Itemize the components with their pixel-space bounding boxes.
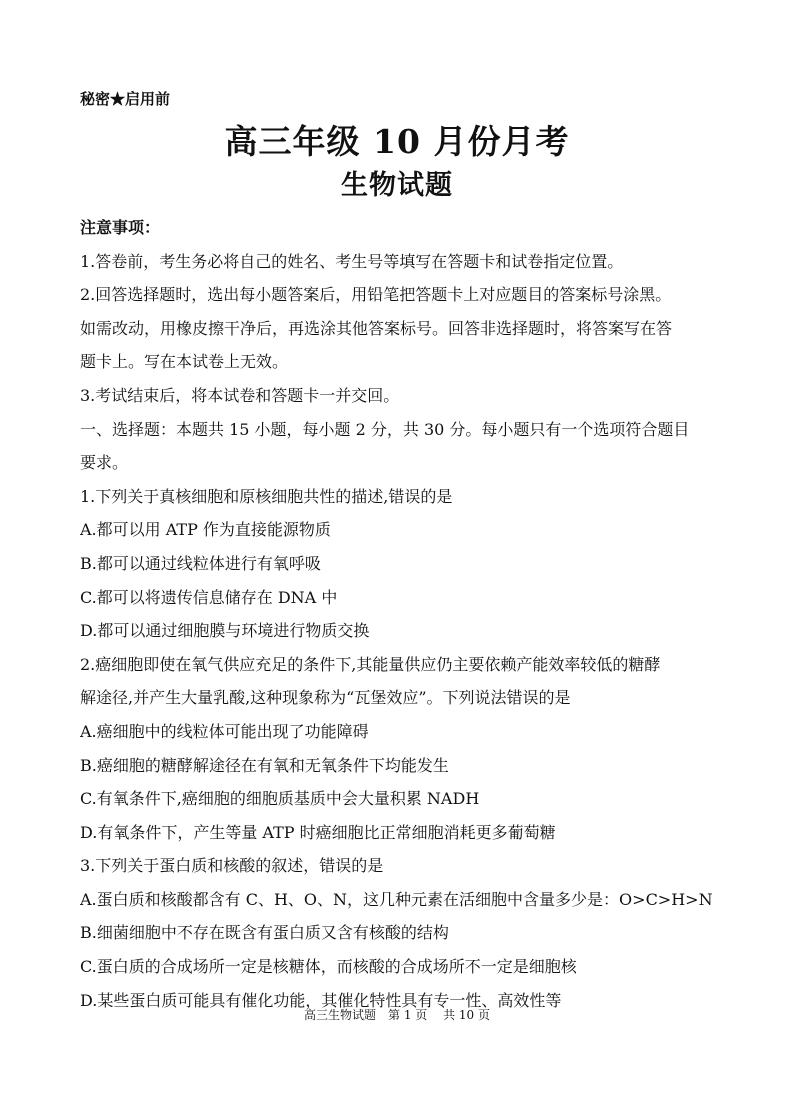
option-line: D.某些蛋白质可能具有催化功能，其催化特性具有专一性、高效性等 bbox=[80, 990, 562, 1010]
section-heading: 一、选择题：本题共 15 小题，每小题 2 分，共 30 分。每小题只有一个选项符合题目 bbox=[80, 419, 690, 439]
page-footer: 高三生物试题 第 1 页 共 10 页 bbox=[304, 1008, 490, 1022]
option-line: D.都可以通过细胞膜与环境进行物质交换 bbox=[80, 621, 370, 641]
question-stem: 3.下列关于蛋白质和核酸的叙述，错误的是 bbox=[80, 856, 384, 876]
option-line: C.蛋白质的合成场所一定是核糖体，而核酸的合成场所不一定是细胞核 bbox=[80, 957, 577, 977]
option-line: B.癌细胞的糖酵解途径在有氧和无氧条件下均能发生 bbox=[80, 755, 449, 775]
option-line: A.癌细胞中的线粒体可能出现了功能障碍 bbox=[80, 721, 369, 741]
notice-line: 如需改动，用橡皮擦干净后，再选涂其他答案标号。回答非选择题时，将答案写在答 bbox=[80, 318, 673, 338]
question-stem: 2.癌细胞即使在氧气供应充足的条件下,其能量供应仍主要依赖产能效率较低的糖酵 bbox=[80, 654, 661, 674]
option-line: C.都可以将遗传信息储存在 DNA 中 bbox=[80, 587, 338, 607]
exam-subtitle: 生物试题 bbox=[341, 170, 453, 201]
option-line: A.都可以用 ATP 作为直接能源物质 bbox=[80, 520, 331, 540]
notice-line: 题卡上。写在本试卷上无效。 bbox=[80, 352, 289, 372]
secret-mark: 秘密★启用前 bbox=[80, 90, 171, 108]
exam-title: 高三年级 10 月份月考 bbox=[224, 122, 570, 161]
notice-line: 1.答卷前，考生务必将自己的姓名、考生号等填写在答题卡和试卷指定位置。 bbox=[80, 251, 624, 271]
option-line: D.有氧条件下，产生等量 ATP 时癌细胞比正常细胞消耗更多葡萄糖 bbox=[80, 822, 556, 842]
notice-line: 3.考试结束后，将本试卷和答题卡一并交回。 bbox=[80, 385, 400, 405]
question-stem: 解途径,并产生大量乳酸,这种现象称为“瓦堡效应”。下列说法错误的是 bbox=[80, 688, 571, 708]
option-line: C.有氧条件下,癌细胞的细胞质基质中会大量积累 NADH bbox=[80, 789, 480, 809]
option-line: B.都可以通过线粒体进行有氧呼吸 bbox=[80, 553, 321, 573]
section-heading: 要求。 bbox=[80, 453, 129, 473]
notice-line: 2.回答选择题时，选出每小题答案后，用铅笔把答题卡上对应题目的答案标号涂黑。 bbox=[80, 285, 672, 305]
notice-heading: 注意事项： bbox=[80, 218, 161, 237]
exam-body bbox=[80, 211, 730, 1017]
option-line: A.蛋白质和核酸都含有 C、H、O、N，这几种元素在活细胞中含量多少是：O>C>H>N bbox=[80, 889, 713, 909]
option-line: B.细菌细胞中不存在既含有蛋白质又含有核酸的结构 bbox=[80, 923, 449, 943]
question-stem: 1.下列关于真核细胞和原核细胞共性的描述,错误的是 bbox=[80, 486, 453, 506]
